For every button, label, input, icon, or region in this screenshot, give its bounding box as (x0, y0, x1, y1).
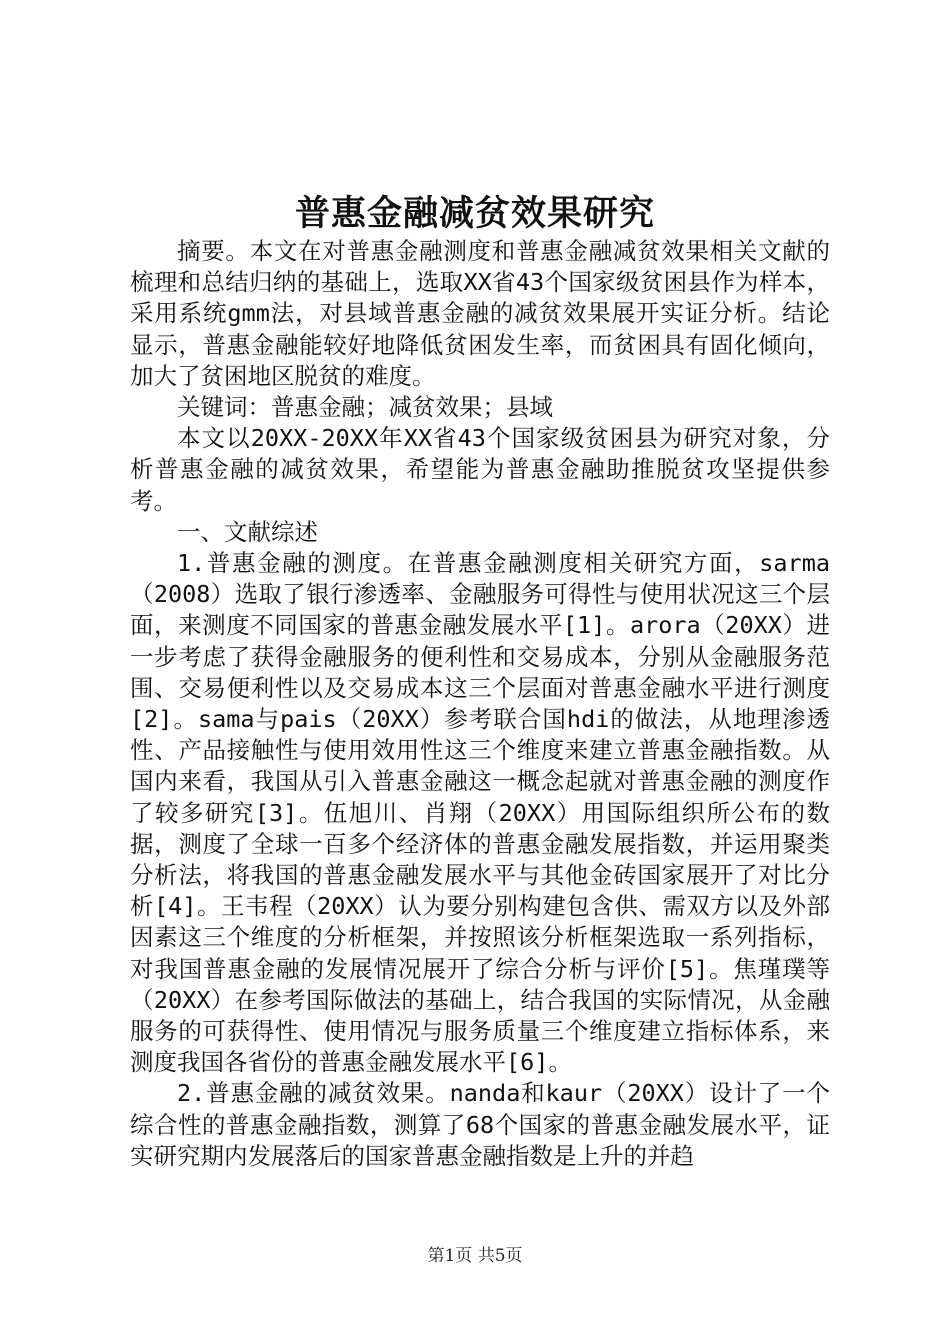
section-1-2-paragraph: 2.普惠金融的减贫效果。nanda和kaur（20XX）设计了一个综合性的普惠金融指数，测算了68个国家的普惠金融发展水平，证实研究期内发展落后的国家普惠金融指数是上升的并趋 (130, 1079, 830, 1170)
document-body (130, 236, 830, 1172)
page-footer: 第1页 共5页 (427, 1246, 523, 1266)
intro-paragraph: 本文以20XX-20XX年XX省43个国家级贫困县为研究对象，分析普惠金融的减贫效果，希望能为普惠金融助推脱贫攻坚提供参考。 (130, 424, 830, 515)
document-title: 普惠金融减贫效果研究 (294, 193, 655, 234)
keywords-paragraph: 关键词：普惠金融；减贫效果；县域 (177, 393, 553, 422)
section-1-1-paragraph: 1.普惠金融的测度。在普惠金融测度相关研究方面，sarma（2008）选取了银行渗透率、金融服务可得性与使用状况这三个层面，来测度不同国家的普惠金融发展水平[1]。arora（20XX）进一步考虑了获得金融服务的便利性和交易成本，分别从金融服务范围、交易便利性以及交易成本这三个层面对普惠金融水平进行测度[2]。sama与pais（20XX）参考联合国hdi的做法，从地理渗透性、产品接触性与使用效用性这三个维度来建立普惠金融指数。从国内来看，我国从引入普惠金融这一概念起就对普惠金融的测度作了较多研究[3]。伍旭川、肖翔（20XX）用国际组织所公布的数据，测度了全球一百多个经济体的普惠金融发展指数，并运用聚类分析法，将我国的普惠金融发展水平与其他金砖国家展开了对比分析[4]。王韦程（20XX）认为要分别构建包含供、需双方以及外部因素这三个维度的分析框架，并按照该分析框架选取一系列指标，对我国普惠金融的发展情况展开了综合分析与评价[5]。焦瑾璞等（20XX）在参考国际做法的基础上，结合我国的实际情况，从金融服务的可获得性、使用情况与服务质量三个维度建立指标体系，来测度我国各省份的普惠金融发展水平[6]。 (130, 549, 830, 1077)
abstract-paragraph: 摘要。本文在对普惠金融测度和普惠金融减贫效果相关文献的梳理和总结归纳的基础上，选取XX省43个国家级贫困县作为样本，采用系统gmm法，对县域普惠金融的减贫效果展开实证分析。结论显示，普惠金融能较好地降低贫困发生率，而贫困具有固化倾向，加大了贫困地区脱贫的难度。 (130, 237, 830, 390)
section-heading-literature-review: 一、文献综述 (177, 517, 318, 546)
